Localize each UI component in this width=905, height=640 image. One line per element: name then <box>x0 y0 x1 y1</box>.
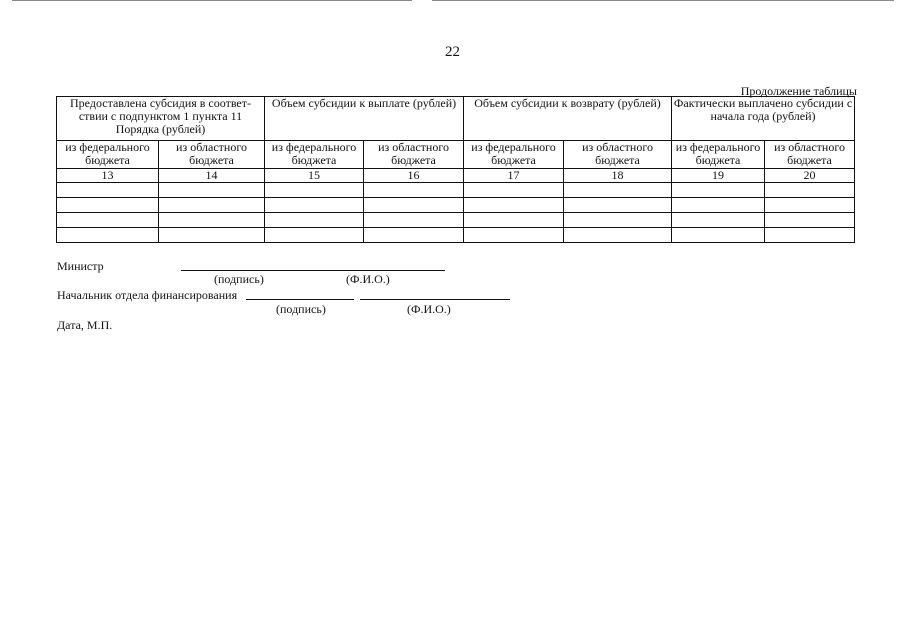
table-cell <box>564 198 672 213</box>
column-number: 13 <box>57 169 159 183</box>
group-header-actually-paid: Фактически выплачено субсидии с начала года (рублей) <box>672 97 855 141</box>
subheader-federal: из федерального бюджета <box>57 141 159 169</box>
table-cell <box>464 213 564 228</box>
table-cell <box>159 228 265 243</box>
table-cell <box>672 228 765 243</box>
column-number: 16 <box>364 169 464 183</box>
table-cell <box>672 198 765 213</box>
table-cell <box>159 213 265 228</box>
page-number: 22 <box>445 44 460 60</box>
table-cell <box>765 183 855 198</box>
continuation-label: Продолжение таблицы <box>740 84 857 98</box>
table-cell <box>464 198 564 213</box>
subheader-federal: из федерального бюджета <box>265 141 364 169</box>
group-header-to-pay: Объем субсидии к выплате (рублей) <box>265 97 464 141</box>
table-cell <box>672 213 765 228</box>
table-cell <box>57 183 159 198</box>
table-cell <box>159 183 265 198</box>
group-header-provided: Предоставлена субсидия в соответ-ствии с подпунктом 1 пункта 11 Порядка (рублей) <box>57 97 265 141</box>
table-cell <box>364 213 464 228</box>
table-row <box>57 183 855 198</box>
table-cell <box>265 198 364 213</box>
subheader-regional: из областного бюджета <box>364 141 464 169</box>
table-cell <box>57 198 159 213</box>
subheader-regional: из областного бюджета <box>159 141 265 169</box>
column-number: 20 <box>765 169 855 183</box>
table-cell <box>765 198 855 213</box>
minister-name-caption: (Ф.И.О.) <box>346 272 390 286</box>
table-cell <box>564 183 672 198</box>
table-cell <box>265 183 364 198</box>
minister-signature-caption: (подпись) <box>214 272 264 286</box>
subheader-federal: из федерального бюджета <box>672 141 765 169</box>
date-stamp-label: Дата, М.П. <box>57 318 113 332</box>
table-cell <box>265 228 364 243</box>
table-cell <box>159 198 265 213</box>
table-group-header-row <box>57 97 855 141</box>
table-cell <box>364 198 464 213</box>
table-row <box>57 228 855 243</box>
head-signature-line <box>246 299 354 300</box>
table-cell <box>57 213 159 228</box>
scan-edge-line <box>432 0 894 1</box>
table-cell <box>564 213 672 228</box>
column-number: 15 <box>265 169 364 183</box>
table-row <box>57 213 855 228</box>
table-cell <box>57 228 159 243</box>
head-name-caption: (Ф.И.О.) <box>407 302 451 316</box>
head-signature-caption: (подпись) <box>276 302 326 316</box>
column-number: 18 <box>564 169 672 183</box>
subheader-regional: из областного бюджета <box>765 141 855 169</box>
column-number-row <box>57 169 855 183</box>
table-cell <box>672 183 765 198</box>
head-name-line <box>360 299 510 300</box>
table-subheader-row <box>57 141 855 169</box>
scan-edge-line <box>12 0 412 1</box>
table-row <box>57 198 855 213</box>
group-header-to-return: Объем субсидии к возврату (рублей) <box>464 97 672 141</box>
head-of-finance-label: Начальник отдела финансирования <box>57 288 238 302</box>
column-number: 19 <box>672 169 765 183</box>
table-cell <box>464 228 564 243</box>
column-number: 14 <box>159 169 265 183</box>
minister-label: Министр <box>57 259 104 273</box>
column-number: 17 <box>464 169 564 183</box>
table-cell <box>364 228 464 243</box>
minister-signature-line <box>181 270 445 271</box>
subsidy-table <box>56 96 855 243</box>
subheader-federal: из федерального бюджета <box>464 141 564 169</box>
table-cell <box>265 213 364 228</box>
table-cell <box>364 183 464 198</box>
table-cell <box>765 213 855 228</box>
table-cell <box>564 228 672 243</box>
table-cell <box>765 228 855 243</box>
table-cell <box>464 183 564 198</box>
subheader-regional: из областного бюджета <box>564 141 672 169</box>
